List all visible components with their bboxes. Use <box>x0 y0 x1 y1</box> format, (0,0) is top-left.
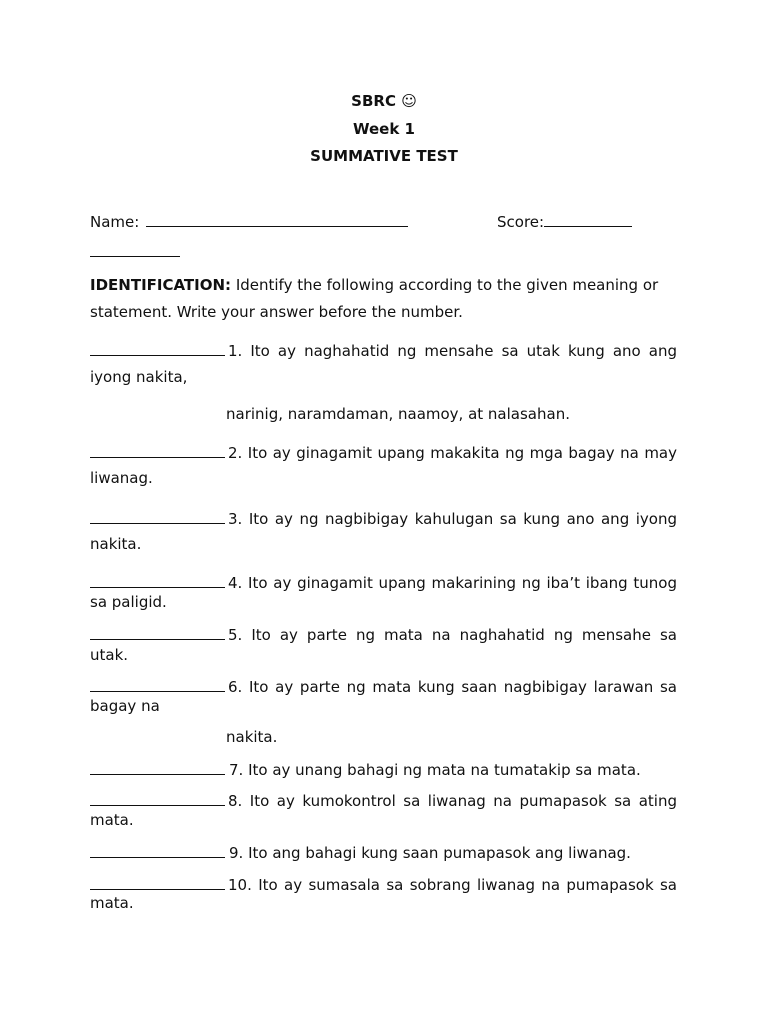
question-10-continued: mata. <box>90 894 134 912</box>
week-heading: Week 1 <box>353 120 415 138</box>
question-8: 8. Ito ay kumokontrol sa liwanag na pumapasok sa ating <box>90 790 677 810</box>
answer-blank <box>90 572 225 588</box>
question-5: 5. Ito ay parte ng mata na naghahatid ng mensahe sa <box>90 624 677 644</box>
question-4: 4. Ito ay ginagamit upang makarining ng iba’t ibang tunog <box>90 572 677 592</box>
question-3: 3. Ito ay ng nagbibigay kahulugan sa kung ano ang iyong <box>90 508 677 528</box>
question-5-continued: utak. <box>90 646 129 664</box>
instructions-line1: IDENTIFICATION: Identify the following according to the given meaning or <box>90 276 659 294</box>
answer-blank <box>90 624 225 640</box>
test-title: SUMMATIVE TEST <box>310 147 458 165</box>
instructions-label: IDENTIFICATION: <box>90 276 232 294</box>
answer-blank <box>90 676 225 692</box>
question-2: 2. Ito ay ginagamit upang makakita ng mga bagay na may <box>90 442 677 462</box>
question-7: 7. Ito ay unang bahagi ng mata na tumatakip sa mata. <box>90 759 641 779</box>
answer-blank <box>90 442 225 458</box>
instructions-line2: statement. Write your answer before the number. <box>90 303 463 321</box>
score-blank <box>544 211 632 227</box>
question-10: 10. Ito ay sumasala sa sobrang liwanag na pumapasok sa <box>90 874 677 894</box>
question-1-indented: narinig, naramdaman, naamoy, at nalasahan. <box>226 405 570 423</box>
school-heading: SBRC ☺ <box>351 92 417 110</box>
question-1: 1. Ito ay naghahatid ng mensahe sa utak kung ano ang <box>90 340 677 360</box>
question-1-continued: iyong nakita, <box>90 368 188 386</box>
question-6: 6. Ito ay parte ng mata kung saan nagbibigay larawan sa <box>90 676 677 696</box>
question-8-continued: mata. <box>90 811 134 829</box>
question-9: 9. Ito ang bahagi kung saan pumapasok ang liwanag. <box>90 842 631 862</box>
question-6-continued: bagay na <box>90 697 160 715</box>
answer-blank <box>90 508 225 524</box>
score-blank-continued <box>90 241 180 261</box>
score-label: Score: <box>497 213 545 231</box>
answer-blank <box>90 340 225 356</box>
answer-blank <box>90 759 225 775</box>
answer-blank <box>90 842 225 858</box>
score-field <box>497 211 632 231</box>
name-label: Name: <box>90 213 140 231</box>
answer-blank <box>90 790 225 806</box>
name-field <box>90 211 408 231</box>
question-2-continued: liwanag. <box>90 469 153 487</box>
question-4-continued: sa paligid. <box>90 593 167 611</box>
question-6-indented: nakita. <box>226 728 278 746</box>
answer-blank <box>90 874 225 890</box>
question-3-continued: nakita. <box>90 535 142 553</box>
name-blank <box>146 211 408 227</box>
